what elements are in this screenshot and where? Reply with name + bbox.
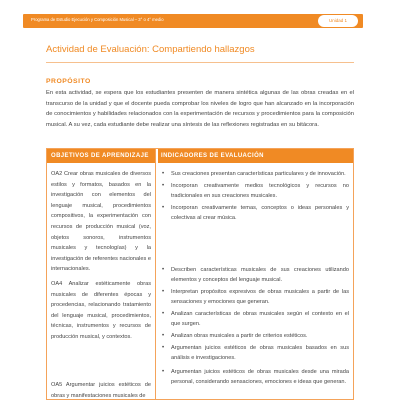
- indicator-item: • Argumentan juicios estéticos de obras musicales desde una mirada personal, considerando sensaciones, emociones e ideas que generan.: [161, 367, 349, 387]
- indicator-list-oa5: [161, 367, 349, 389]
- column-header-objectives: OBJETIVOS DE APRENDIZAJE: [47, 149, 155, 163]
- objective-oa5: OA5 Argumentar juicios estéticos de obras y manifestaciones musicales de: [51, 382, 151, 399]
- title-divider: [46, 62, 354, 63]
- unit-badge: Unidad 1: [318, 15, 358, 27]
- objective-oa2: OA2 Crear obras musicales de diversos estilos y formatos, basados en la investigación con elementos del lenguaje musical, procedimientos compositivos, la experimentación con recursos de producción musical (voz, objetos sonoros, instrumentos musicales y tecnologías) y la investigación de referentes nacionales e internacionales.: [51, 171, 151, 273]
- column-header-indicators: INDICADORES DE EVALUACIÓN: [157, 149, 353, 163]
- indicator-item: • Analizan obras musicales a partir de criterios estéticos.: [161, 331, 349, 341]
- indicator-item: • Describen características musicales de sus creaciones utilizando elementos y conceptos del lenguaje musical.: [161, 265, 349, 285]
- purpose-heading: PROPÓSITO: [46, 78, 91, 85]
- indicator-item: • Sus creaciones presentan características particulares y de innovación.: [161, 169, 349, 179]
- column-divider: [155, 149, 158, 400]
- header-bar: [23, 14, 363, 28]
- indicator-list-oa4: [161, 265, 349, 365]
- purpose-text: En esta actividad, se espera que los estudiantes presenten de manera sintética algunas de las obras creadas en el transcurso de la unidad y que el docente pueda comprobar los niveles de logro que han alcanzado en la incorporación de conocimientos y habilidades relacionados con la experimentación de recursos y procedimientos para la composición musical. A su vez, cada estudiante debe realizar una síntesis de las reflexiones registradas en su bitácora.: [46, 90, 354, 128]
- program-title: Programa de Estudio Ejecución y Composición Musical – 3° o 4° medio: [31, 17, 164, 22]
- page-title: Actividad de Evaluación: Compartiendo hallazgos: [46, 44, 255, 55]
- objective-oa4: OA4 Analizar estéticamente obras musicales de diferentes épocas y procedencias, relacionando tratamiento del lenguaje musical, procedimientos, técnicas, instrumentos y recursos de producción musical, y contextos.: [51, 281, 151, 340]
- indicator-item: • Interpretan propósitos expresivos de obras musicales a partir de las sensaciones y emociones que generan.: [161, 287, 349, 307]
- indicator-item: • Incorporan creativamente medios tecnológicos y recursos no tradicionales en sus creaciones musicales.: [161, 181, 349, 201]
- indicator-item: • Argumentan juicios estéticos de obras musicales basados en sus análisis e investigaciones.: [161, 343, 349, 363]
- indicator-list-oa2: [161, 169, 349, 225]
- indicator-item: • Incorporan creativamente temas, conceptos o ideas personales y colectivas al crear música.: [161, 203, 349, 223]
- indicator-item: • Analizan características de obras musicales según el contexto en el que surgen.: [161, 309, 349, 329]
- evaluation-table: [46, 148, 354, 400]
